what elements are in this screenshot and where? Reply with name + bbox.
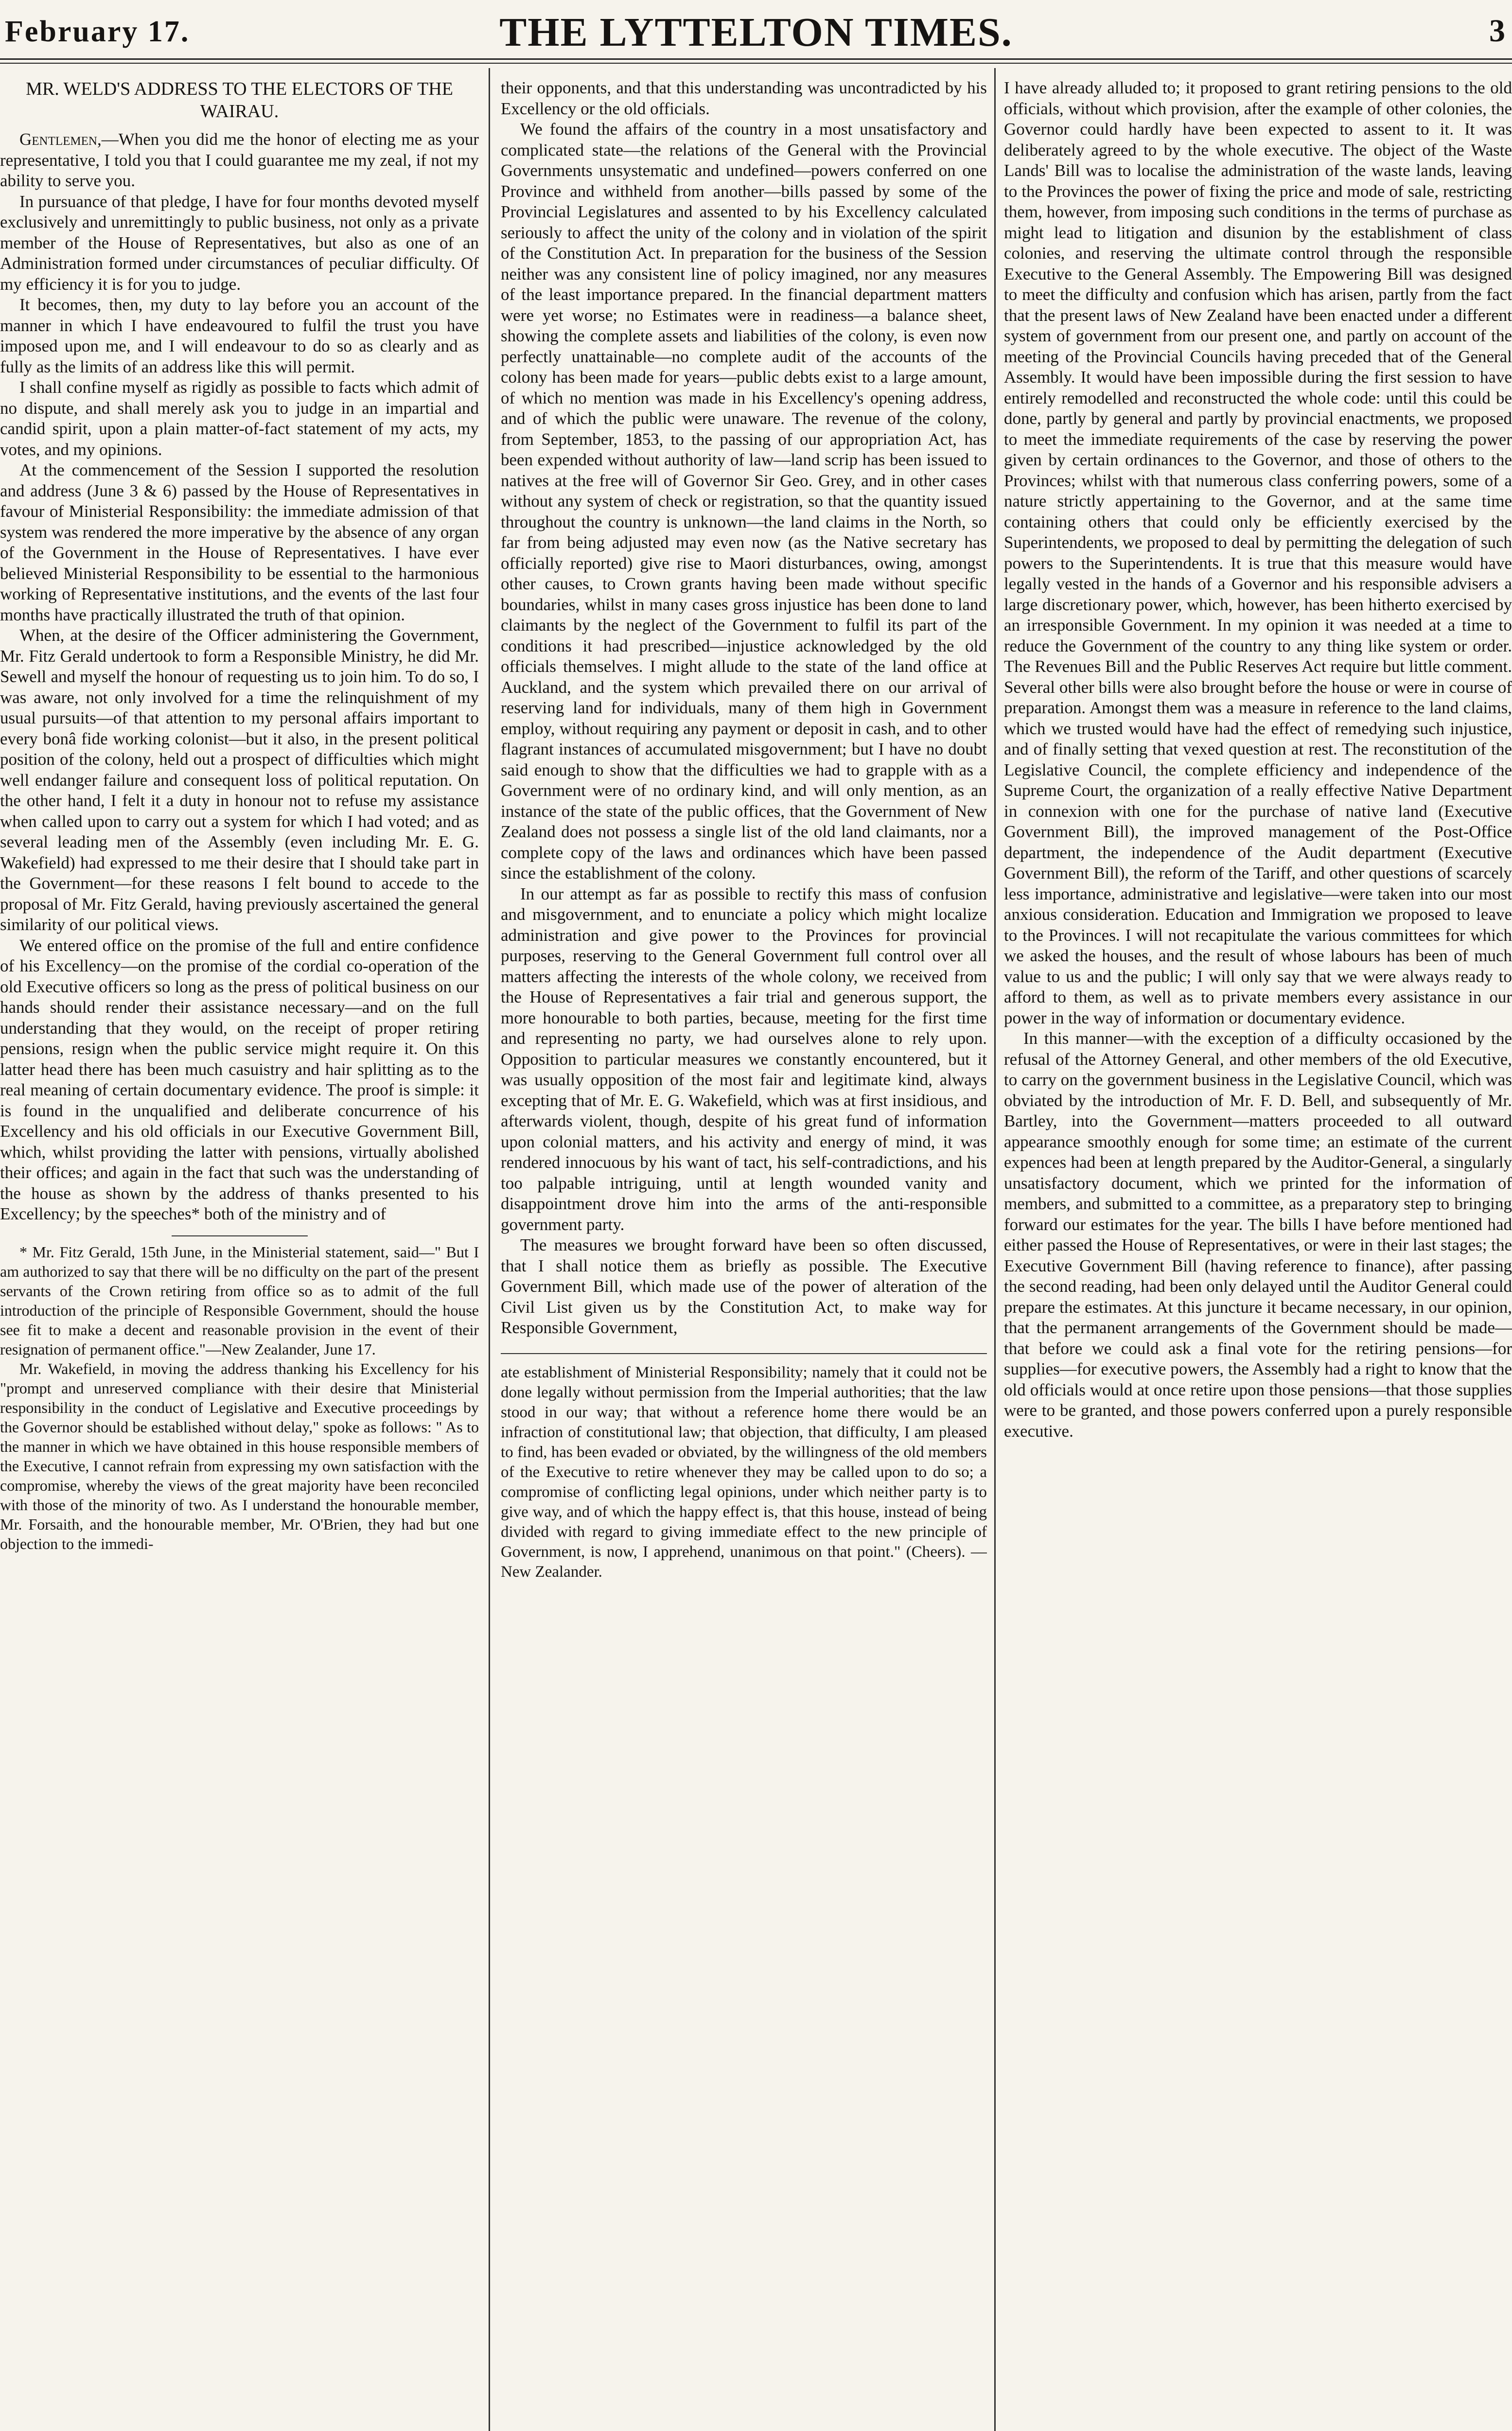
column-divider bbox=[489, 68, 490, 2431]
page-number: 3 bbox=[1489, 13, 1505, 49]
column-1 bbox=[0, 78, 479, 2431]
paragraph: their opponents, and that this understanding was uncontradicted by his Excellency or the old officials. bbox=[501, 78, 987, 118]
paragraph: It becomes, then, my duty to lay before you an account of the manner in which I have endeavoured to fulfil the trust you have imposed upon me, and I will endeavour to do so as clearly and as fully as the limits of an address like this will permit. bbox=[0, 295, 479, 376]
column-2 bbox=[501, 78, 987, 2431]
paragraph: The measures we brought forward have been so often discussed, that I shall notice them as briefly as possible. The Executive Government Bill, which made use of the power of alteration of the Civil List given us by the Constitution Act, to make way for Responsible Government, bbox=[501, 1235, 987, 1337]
masthead-rule bbox=[0, 58, 1512, 64]
paragraph: At the commencement of the Session I supported the resolution and address (June 3 & 6) passed by the House of Representatives in favour of Ministerial Responsibility: the immediate admission of that system was rendered the more imperative by the absence of any organ of the Government in the House of Representatives. I have ever believed Ministerial Responsibility to be essential to the harmonious working of Representative institutions, and the events of the last four months have practically illustrated the truth of that opinion. bbox=[0, 460, 479, 624]
paragraph: When, at the desire of the Officer administering the Government, Mr. Fitz Gerald undertook to form a Responsible Ministry, he did Mr. Sewell and myself the honour of requesting us to join him. To do so, I was aware, not only involved for a time the relinquishment of my usual pursuits—of that attention to my personal affairs important to every bonâ fide working colonist—but it also, in the present political position of the colony, held out a prospect of difficulties which might well endanger failure and consequent loss of political reputation. On the other hand, I felt it a duty in honour not to refuse my assistance when called upon to carry out a system for which I had voted; and as several leading men of the Assembly (even including Mr. E. G. Wakefield) had expressed to me their desire that I should take part in the Government—for these reasons I felt bound to accede to the proposal of Mr. Fitz Gerald, having previously ascertained the general similarity of our political views. bbox=[0, 626, 479, 934]
paragraph: I have already alluded to; it proposed to grant retiring pensions to the old officials, without which provision, after the example of other colonies, the Governor could hardly have been expected to assent to it. It was deliberately agreed to by the whole executive. The object of the Waste Lands' Bill was to localise the administration of the waste lands, leaving to the Provinces the power of fixing the price and mode of sale, restricting them, however, from imposing such conditions in the terms of purchase as might lead to litigation and disunion by the establishment of class colonies, and reserving the ultimate control through the responsible Executive to the General Assembly. The Empowering Bill was designed to meet the difficulty and confusion which has arisen, partly from the fact that the present laws of New Zealand have been enacted under a different system of government from our present one, and partly on account of the meeting of the Provincial Councils having preceded that of the General Assembly. It would have been impossible during the first session to have entirely remodelled and reconstructed the whole code: until this could be done, partly by general and partly by provincial enactments, we proposed to meet the immediate requirements of the case by reserving the power given by certain ordinances to the Governor, and those of others to the Provinces; whilst with that numerous class conferring powers, some of a nature strictly appertaining to the Governor, and at the same time containing others that could only be efficiently exercised by the Superintendents, we proposed to deal by permitting the delegation of such powers to the Superintendents. It is true that this measure would have legally vested in the hands of a Governor and his responsible advisers a large discretionary power, which, however, has been hitherto exercised by an irresponsible Government. In my opinion it was needed at a time to reduce the Government of the country to any thing like system or order. The Revenues Bill and the Public Reserves Act require but little comment. Several other bills were also brought before the house or were in course of preparation. Amongst them was a measure in reference to the land claims, which we trusted would have had the effect of remedying such injustice, and of finally setting that vexed question at rest. The reconstitution of the Legislative Council, the complete efficiency and independence of the Supreme Court, the organization of a really effective Native Department in connexion with one for the purchase of native land (Executive Government Bill), the improved management of the Post-Office department, the independence of the Audit department (Executive Government Bill), the reform of the Tariff, and other questions of scarcely less importance, administrative and legislative—were taken into our most anxious consideration. Education and Immigration we proposed to leave to the Provinces. I will not recapitulate the various committees for which we asked the houses, and the result of whose labours has been of much value to us and the public; I will only say that we were always ready to afford to them, as well as to private members every assistance in our power in the way of information or documentary evidence. bbox=[1004, 78, 1512, 1027]
footnote-continued: ate establishment of Ministerial Responsibility; namely that it could not be done legally without permission from the Imperial authorities; that the law stood in our way; that without a reference home there would be an infraction of constitutional law; that objection, that difficulty, I am pleased to find, has been evaded or obviated, by the willingness of the old members of the Executive to retire whenever they may be called upon to do so; a compromise of conflicting legal opinions, under which neither party is to give way, and of which the happy effect is, that this house, instead of being divided with regard to giving immediate effect to the new principle of Government, is now, I apprehend, unanimous on that point." (Cheers). —New Zealander. bbox=[501, 1363, 987, 1581]
paragraph: In pursuance of that pledge, I have for four months devoted myself exclusively and unremittingly to public business, not only as a private member of the House of Representatives, but also as one of an Administration formed under circumstances of peculiar difficulty. Of my efficiency it is for you to judge. bbox=[0, 192, 479, 294]
column-3 bbox=[1004, 78, 1512, 2431]
newspaper-title: THE LYTTELTON TIMES. bbox=[499, 10, 1013, 55]
paragraph: Gentlemen,—When you did me the honor of electing me as your representative, I told you that I could guarantee me my zeal, if not my ability to serve you. bbox=[0, 130, 479, 190]
paragraph: We entered office on the promise of the full and entire confidence of his Excellency—on the promise of the cordial co-operation of the old Executive officers so long as the press of political business on our hands should render their assistance necessary—and on the full understanding that they would, on the receipt of proper retiring pensions, resign when the public service might require it. On this latter head there has been much casuistry and hair splitting as to the real meaning of certain documentary evidence. The proof is simple: it is found in the unqualified and deliberate concurrence of his Excellency and his old officials in our Executive Government Bill, which, whilst providing the latter with pensions, virtually abolished their offices; and again in the fact that such was the understanding of the house as shown by the address of thanks presented to his Excellency; by the speeches* both of the ministry and of bbox=[0, 935, 479, 1223]
column-divider bbox=[994, 68, 996, 2431]
footnote-rule bbox=[501, 1353, 987, 1354]
paragraph: I shall confine myself as rigidly as possible to facts which admit of no dispute, and shall merely ask you to judge in an impartial and candid spirit, upon a plain matter-of-fact statement of my acts, my votes, and my opinions. bbox=[0, 378, 479, 459]
footnote: Mr. Wakefield, in moving the address thanking his Excellency for his "prompt and unreserved compliance with their desire that Ministerial responsibility in the conduct of Legislative and Executive proceedings by the Governor should be established without delay," spoke as follows: " As to the manner in which we have obtained in this house responsible members of the Executive, I cannot refrain from expressing my own satisfaction with the compromise, whereby the views of the great majority have been reconciled with those of the minority of two. As I understand the honourable member, Mr. Forsaith, and the honourable member, Mr. O'Brien, they had but one objection to the immedi- bbox=[0, 1359, 479, 1552]
paragraph: In our attempt as far as possible to rectify this mass of confusion and misgovernment, and to enunciate a policy which might localize administration and give power to the Provinces for provincial purposes, reserving to the General Government full control over all matters affecting the interests of the whole colony, we received from the House of Representatives a fair trial and generous support, the more honourable to both parties, because, meeting for the first time and representing no party, we had ourselves alone to rely upon. Opposition to particular measures we constantly encountered, but it was usually opposition of the most fair and legitimate kind, always excepting that of Mr. E. G. Wakefield, which was at first insidious, and afterwards violent, though, despite of his great fund of information upon colonial matters, and his activity and energy of mind, it was rendered innocuous by his want of tact, his self-contradictions, and his too palpable intriguing, until at length wounded vanity and disappointment drove him into the arms of the anti-responsible government party. bbox=[501, 884, 987, 1234]
footnote-rule bbox=[172, 1235, 308, 1236]
masthead bbox=[0, 0, 1512, 62]
issue-date: February 17. bbox=[5, 15, 190, 48]
paragraph: We found the affairs of the country in a most unsatisfactory and complicated state—the relations of the General with the Provincial Governments unsystematic and undefined—powers conferred on one Province and withheld from another—bills passed by some of the Provincial Legislatures and assented to by his Excellency calculated seriously to affect the unity of the colony and in violation of the spirit of the Constitution Act. In preparation for the business of the Session neither was any consistent line of policy imagined, nor any measures of the least importance prepared. In the financial department matters were yet worse; no Estimates were in readiness—a balance sheet, showing the complete assets and liabilities of the colony, is even now perfectly unattainable—no complete audit of the accounts of the colony has been made for years—public debts exist to a large amount, of which no mention was made in his Excellency's opening address, and of which the public were unaware. The revenue of the colony, from September, 1853, to the passing of our appropriation Act, has been expended without authority of law—land scrip has been issued to natives at the free will of Governor Sir Geo. Grey, and in other cases without any system of check or registration, so that the quantity issued throughout the country is unknown—the land claims in the North, so far from being adjusted may even now (as the Native secretary has officially reported) give rise to Maori disturbances, owing, amongst other causes, to Crown grants having been made without specific boundaries, whilst in many cases gross injustice has been done to land claimants by the neglect of the Government to fulfil its part of the conditions it had prescribed—injustice acknowledged by the old officials themselves. I might allude to the state of the land office at Auckland, and the system which prevailed there on our arrival of reserving land for individuals, many of them high in Government employ, without requiring any payment or deposit in cash, and to other flagrant instances of accumulated misgovernment; but I have no doubt said enough to show that the difficulties we had to grapple with as a Government were of no ordinary kind, and will only mention, as an instance of the state of the public offices, that the Government of New Zealand does not possess a single list of the old land claimants, nor a complete copy of the laws and ordinances which have been passed since the establishment of the colony. bbox=[501, 120, 987, 882]
salutation: Gentlemen, bbox=[19, 130, 102, 149]
footnote: * Mr. Fitz Gerald, 15th June, in the Ministerial statement, said—" But I am authorized to say that there will be no difficulty on the part of the present servants of the Crown retiring from office so as to admit of the full introduction of the principle of Responsible Government, should the house see fit to make a decent and reasonable provision in the event of their resignation of permanent office."—New Zealander, June 17. bbox=[0, 1243, 479, 1358]
paragraph: In this manner—with the exception of a difficulty occasioned by the refusal of the Attorney General, and other members of the old Executive, to carry on the government business in the Legislative Council, which was obviated by the introduction of Mr. F. D. Bell, and subsequently of Mr. Bartley, into the Government—matters proceeded to all outward appearance smoothly enough for some time; an estimate of the current expences had been at length prepared by the Auditor-General, a singularly unsatisfactory document, which we printed for the information of members, and submitted to a committee, as a preparatory step to bringing forward our estimates for the year. The bills I have before mentioned had either passed the House of Representatives, or were in their last stages; the Executive Government Bill (having reference to finance), after passing the second reading, had been only delayed until the Auditor General could prepare the estimates. At this juncture it became necessary, in our opinion, that the permanent arrangements of the Government should be made—that before we could ask a final vote for the retiring pensions—for supplies—for executive powers, the Assembly had a right to know that the old officials would at once retire upon those pensions—that those supplies were to be granted, and those powers conferred upon a purely responsible executive. bbox=[1004, 1029, 1512, 1441]
article-headline: MR. WELD'S ADDRESS TO THE ELECTORS OF THE WAIRAU. bbox=[26, 79, 453, 122]
